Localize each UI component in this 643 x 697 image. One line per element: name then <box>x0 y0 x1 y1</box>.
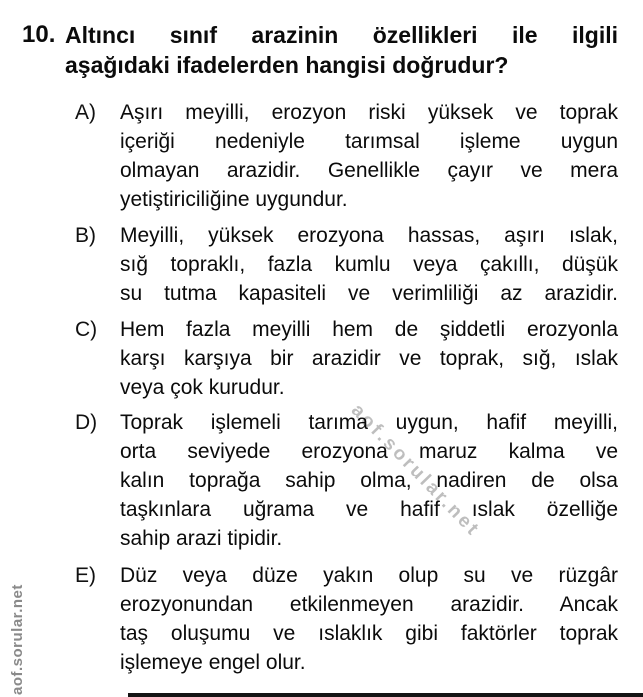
option-text <box>120 315 618 402</box>
option-e <box>75 561 618 677</box>
question-line: aşağıdaki ifadelerden hangisi doğrudur? <box>65 52 509 78</box>
option-a <box>75 98 618 214</box>
option-line: su tutma kapasiteli ve verimliliği az arazidir. <box>120 282 618 305</box>
option-text <box>120 561 618 677</box>
option-line: taşkınlara uğrama ve hafif ıslak özelliğe <box>120 498 618 521</box>
option-line: veya çok kurudur. <box>120 376 285 399</box>
option-line: Aşırı meyilli, erozyon riski yüksek ve toprak <box>120 101 618 124</box>
option-letter: B) <box>75 224 96 247</box>
option-line: olmayan arazidir. Genellikle çayır ve mera <box>120 159 618 182</box>
option-line: Düz veya düze yakın olup su ve rüzgâr <box>120 564 618 587</box>
option-letter: D) <box>75 411 98 434</box>
option-line: erozyonundan etkilenmeyen arazidir. Ancak <box>120 593 618 616</box>
option-line: karşı karşıya bir arazidir ve toprak, sığ, ıslak <box>120 347 618 370</box>
option-line: içeriği nedeniyle tarımsal işleme uygun <box>120 130 618 153</box>
scan-edge-artifact <box>128 693 643 697</box>
option-line: sahip arazi tipidir. <box>120 527 283 550</box>
question-text <box>65 20 618 80</box>
option-letter: A) <box>75 101 96 124</box>
option-text <box>120 221 618 308</box>
option-b <box>75 221 618 308</box>
option-letter: C) <box>75 318 98 341</box>
question-number: 10. <box>22 21 56 48</box>
option-line: taş oluşumu ve ıslaklık gibi faktörler toprak <box>120 622 618 645</box>
option-letter: E) <box>75 564 96 587</box>
site-watermark-diagonal: aof.sorular.net <box>346 400 485 542</box>
option-c <box>75 315 618 402</box>
option-text <box>120 98 618 214</box>
question-line: Altıncı sınıf arazinin özellikleri ile ilgili <box>65 22 618 48</box>
option-line: sığ topraklı, fazla kumlu veya çakıllı, düşük <box>120 253 618 276</box>
option-text <box>120 408 618 553</box>
site-watermark-vertical: aof.sorular.net <box>9 584 26 695</box>
option-line: orta seviyede erozyona maruz kalma ve <box>120 440 618 463</box>
option-d <box>75 408 618 553</box>
option-line: yetiştiriciliğine uygundur. <box>120 188 348 211</box>
option-line: Hem fazla meyilli hem de şiddetli erozyonla <box>120 318 618 341</box>
option-line: Meyilli, yüksek erozyona hassas, aşırı ıslak, <box>120 224 618 247</box>
option-line: kalın toprağa sahip olma, nadiren de olsa <box>120 469 618 492</box>
option-line: işlemeye engel olur. <box>120 651 306 674</box>
option-line: Toprak işlemeli tarıma uygun, hafif meyilli, <box>120 411 618 434</box>
